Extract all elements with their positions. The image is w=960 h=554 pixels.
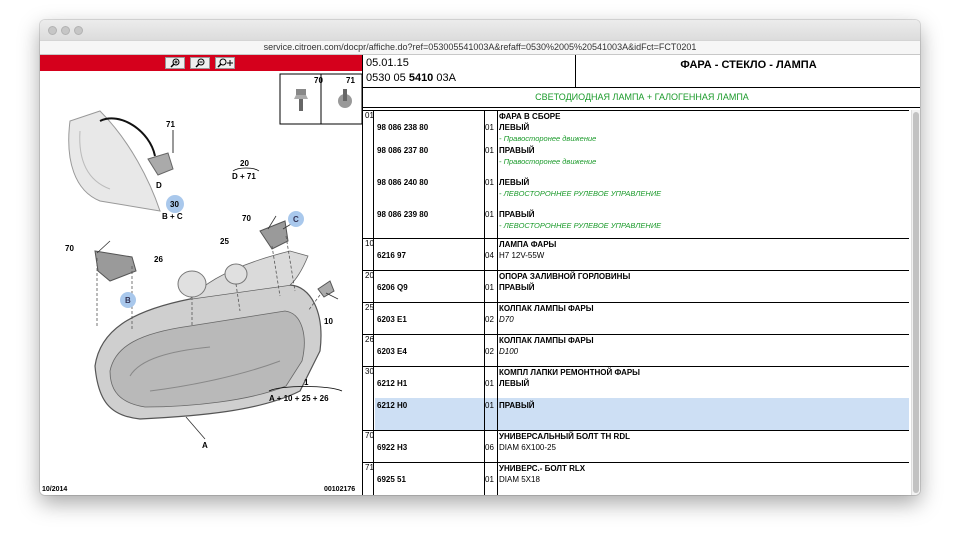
zoom-in-button[interactable] xyxy=(165,57,185,69)
part-number[interactable]: 6212 H1 xyxy=(377,379,408,388)
bracket-d xyxy=(148,153,173,175)
lamp-10 xyxy=(318,281,334,297)
zoom-in-icon xyxy=(169,58,181,68)
part-number[interactable]: 6203 E4 xyxy=(377,347,407,356)
header-code: 0530 05 5410 03A xyxy=(366,72,456,84)
callout-1-sub: A + 10 + 25 + 26 xyxy=(269,394,329,403)
callout-20-sub: D + 71 xyxy=(232,172,256,181)
diagram-pane xyxy=(40,55,362,495)
cap-25 xyxy=(225,264,247,284)
close-window-button[interactable] xyxy=(48,26,57,35)
callout-letter-c: C xyxy=(293,215,299,224)
header-info xyxy=(363,55,576,87)
zoom-move-icon xyxy=(217,58,233,68)
callout-30: 30 xyxy=(170,200,179,209)
callout-71: 71 xyxy=(346,76,355,85)
table-row[interactable]: 20 6206 Q9 01 ОПОРА ЗАЛИВНОЙ ГОРЛОВИНЫ ПРАВЫЙ xyxy=(363,271,909,303)
bracket-c xyxy=(260,221,288,249)
part-number[interactable]: 98 086 238 80 xyxy=(377,123,429,132)
title-bar xyxy=(40,20,920,40)
zoom-window-button[interactable] xyxy=(74,26,83,35)
parts-scrollbar[interactable] xyxy=(911,110,920,495)
diagram-date: 10/2014 xyxy=(42,486,68,493)
callout-70: 70 xyxy=(314,76,323,85)
scrollbar-thumb[interactable] xyxy=(913,112,919,493)
part-number[interactable]: 98 086 239 80 xyxy=(377,210,429,219)
table-row[interactable]: 71 6925 51 01 УНИВЕРС.- БОЛТ RLX DIAM 5X18 xyxy=(363,463,909,495)
bracket-b xyxy=(95,251,136,281)
header-date: 05.01.15 xyxy=(366,57,409,69)
callout-71: 71 xyxy=(166,120,175,129)
table-row[interactable]: 25 6203 E1 02 КОЛПАК ЛАМПЫ ФАРЫ D70 xyxy=(363,303,909,335)
table-row[interactable]: 26 6203 E4 02 КОЛПАК ЛАМПЫ ФАРЫ D100 xyxy=(363,335,909,367)
callout-1: 1 xyxy=(304,378,309,387)
zoom-out-icon xyxy=(194,58,206,68)
screw-71-icon xyxy=(338,89,352,108)
table-row[interactable]: 30 6212 H1 01 КОМПЛ ЛАПКИ РЕМОНТНОЙ ФАРЫ ЛЕВЫЙ 6212 H0 01 ПРАВЫЙ xyxy=(363,367,909,431)
part-description: ФАРА В СБОРЕ xyxy=(499,112,561,121)
page-subtitle: СВЕТОДИОДНАЯ ЛАМПА + ГАЛОГЕННАЯ ЛАМПА xyxy=(363,88,920,108)
part-number[interactable]: 98 086 237 80 xyxy=(377,146,429,155)
callout-30-sub: B + C xyxy=(162,212,183,221)
callout-70: 70 xyxy=(65,244,74,253)
part-number[interactable]: 6216 97 xyxy=(377,251,406,260)
part-number[interactable]: 6922 H3 xyxy=(377,443,408,452)
callout-25: 25 xyxy=(220,237,229,246)
table-row[interactable]: 10 6216 97 04 ЛАМПА ФАРЫ H7 12V-55W xyxy=(363,239,909,271)
diagram-number: 00102176 xyxy=(324,486,356,493)
callout-letter-a: A xyxy=(202,441,208,450)
table-row[interactable]: 70 6922 H3 06 УНИВЕРСАЛЬНЫЙ БОЛТ TH RDL DIAM 6X100-25 xyxy=(363,431,909,463)
callout-70: 70 xyxy=(242,214,251,223)
callout-letter-d: D xyxy=(156,181,162,190)
zoom-out-button[interactable] xyxy=(190,57,210,69)
zoom-toolbar xyxy=(40,55,362,71)
selected-row-highlight xyxy=(375,398,909,430)
callout-26: 26 xyxy=(154,255,163,264)
minimize-window-button[interactable] xyxy=(61,26,70,35)
browser-window xyxy=(40,20,920,495)
parts-table xyxy=(363,110,909,495)
part-number[interactable]: 6212 H0 xyxy=(377,401,408,410)
callout-letter-b: B xyxy=(125,296,131,305)
callout-10: 10 xyxy=(324,317,333,326)
callout-20: 20 xyxy=(240,159,249,168)
exploded-view-diagram[interactable] xyxy=(40,71,362,495)
parts-pane xyxy=(362,55,920,495)
part-number[interactable]: 6203 E1 xyxy=(377,315,407,324)
part-number[interactable]: 6925 51 xyxy=(377,475,406,484)
part-number[interactable]: 98 086 240 80 xyxy=(377,178,429,187)
page-title: ФАРА - СТЕКЛО - ЛАМПА xyxy=(680,59,817,71)
address-bar[interactable]: service.citroen.com/docpr/affiche.do?ref=053005541003A&refaff=0530%2005%20541003A&idFct=FCT0201 xyxy=(40,40,920,55)
table-row[interactable]: 01 98 086 238 80 01 ФАРА В СБОРЕ ЛЕВЫЙ - Правосторонее движение 98 086 237 80 01 ПРАВЫЙ - Правосторонее движение 98 086 240 80 01 ЛЕВЫЙ - ЛЕВОСТОРОННЕЕ РУЛЕВОЕ УПРАВЛЕНИЕ 98 086 239 80 01 ПРАВЫЙ - ЛЕВОСТОРОННЕЕ РУЛЕВОЕ УПРАВЛЕНИЕ xyxy=(363,111,909,239)
screw-70-icon xyxy=(294,89,308,111)
zoom-move-button[interactable] xyxy=(215,57,235,69)
cap-26 xyxy=(178,271,206,297)
part-number[interactable]: 6206 Q9 xyxy=(377,283,408,292)
page-header xyxy=(363,55,920,88)
